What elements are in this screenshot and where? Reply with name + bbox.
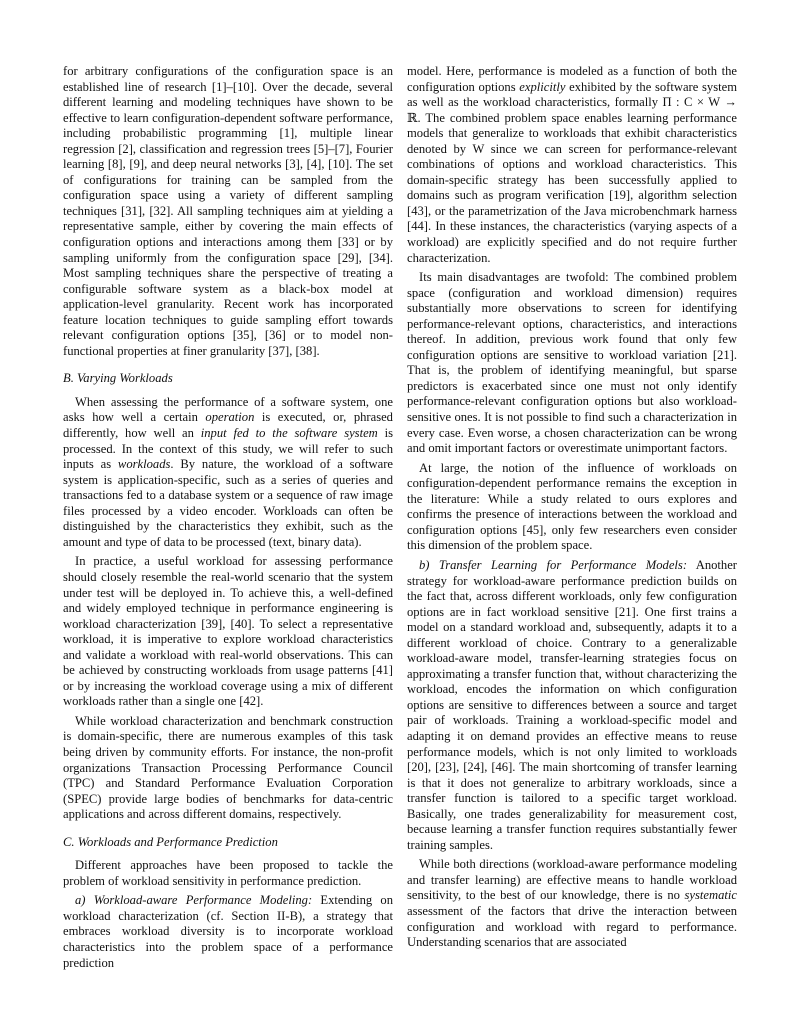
paragraph-disadvantages: Its main disadvantages are twofold: The combined problem space (configuration and workload dimension) requires substantially more observations to screen for identifying performance-relevant options, characteristics, and interactions thereof. In addition, previous work found that only few configuration options are sensitive to workload variation [21]. That is, the problem of identifying meaningful, but sparse predictors is exacerbated since one must not only identify performance-relevant configuration options but also workload-sensitive ones. It is not possible to find such a characterization in every case. Even worse, a chosen characterization can be wrong and omit important factors or overestimate unimportant factors. bbox=[407, 270, 737, 456]
paragraph-related-work-sampling: for arbitrary configurations of the configuration space is an established line of research [1]–[10]. Over the decade, several different learning and modeling techniques have shown to be effective to learn configuration-dependent software performance, including probabilistic programming [1], multiple linear regression [2], classification and regression trees [5]–[7], Fourier learning [8], [9], and deep neural networks [3], [4], [10]. The set of configurations for training can be sampled from the configuration space using a variety of different sampling techniques [31], [32]. All sampling techniques aim at yielding a representative sample, either by covering the main effects of configuration options and interactions among them [33] or by sampling uniformly from the configuration space [29], [34]. Most sampling techniques share the perspective of treating a configurable software system as a black-box model at application-level granularity. Recent work has incorporated feature location techniques to guide sampling effort towards relevant configuration options [35], [36] or to model non-functional properties at finer granularity [37], [38]. bbox=[63, 64, 393, 358]
paragraph-notion-of-influence: At large, the notion of the influence of workloads on configuration-dependent performance remains the exception in the literature: While a study related to ours explores and confirms the presence of interactions between the workload and configuration options [45], only few researchers even consider this dimension of the problem space. bbox=[407, 460, 737, 553]
section-heading-workloads-prediction: C. Workloads and Performance Prediction bbox=[63, 834, 278, 849]
paragraph-benchmark-construction: While workload characterization and benchmark construction is domain-specific, there are numerous examples of this task being driven by community efforts. For instance, the non-profit organizations Transaction Processing Performance Council (TPC) and Standard Performance Evaluation Corporation (SPEC) provide large bodies of benchmarks for data-centric applications and across different domains, respectively. bbox=[63, 713, 393, 822]
paragraph-approaches-intro: Different approaches have been proposed to tackle the problem of workload sensitivity in performance prediction. bbox=[63, 858, 393, 888]
paragraph-both-directions: While both directions (workload-aware performance modeling and transfer learning) are effective means to handle workload sensitivity, to the best of our knowledge, there is no systematic assessment of the factors that drive the interaction between configuration and workload with regard to performance. Understanding scenarios that are associated bbox=[407, 857, 737, 950]
paragraph-workload-definition: When assessing the performance of a software system, one asks how well a certain operation is executed, or, phrased differently, how well an input fed to the software system is processed. In the context of this study, we will refer to such inputs as workloads. By nature, the workload of a software system is application-specific, such as a series of queries and transactions fed to a database system or a sequence of raw image files processed by a video encoder. Workloads can often be distinguished by the characteristics they exhibit, such as the amount and type of data to be processed (text, binary data). bbox=[63, 394, 393, 549]
left-column bbox=[63, 64, 393, 975]
paragraph-workload-characterization: In practice, a useful workload for assessing performance should closely resemble the real-world scenario that the system under test will be deployed in. To achieve this, a well-defined and widely employed technique in performance engineering is workload characterization [39], [40]. To select a representative workload, it is imperative to explore workload characteristics and validate a workload with real-world observations. This can be achieved by constructing workloads from usage patterns [41] or by increasing the workload coverage using a mix of different workloads rather than a single one [42]. bbox=[63, 554, 393, 709]
paragraph-workload-aware-modeling: a) Workload-aware Performance Modeling: Extending on workload characterization (cf. Section II-B), a strategy that embraces workload diversity is to incorporate workload characteristics into the problem space of a performance prediction bbox=[63, 893, 393, 970]
paragraph-combined-problem-space: model. Here, performance is modeled as a function of both the configuration options explicitly exhibited by the software system as well as the workload characteristics, formally Π : C × W → ℝ. The combined problem space enables learning performance models that generalize to workloads that exhibit characteristics denoted by W since we can screen for performance-relevant combinations of options and workload characteristics. This domain-specific strategy has been successfully applied to domains such as program verification [19], algorithm selection [43], or the parametrization of the Java microbenchmark harness [44]. In these instances, the characteristics (varying aspects of a workload) are explicitly specified and do not require further characterization. bbox=[407, 64, 737, 265]
paragraph-heading-workload-aware: a) Workload-aware Performance Modeling: bbox=[75, 893, 313, 908]
paragraph-heading-transfer-learning: b) Transfer Learning for Performance Models: bbox=[419, 557, 688, 572]
section-heading-varying-workloads: B. Varying Workloads bbox=[63, 371, 173, 386]
right-column bbox=[407, 64, 737, 955]
paragraph-transfer-learning: b) Transfer Learning for Performance Models: Another strategy for workload-aware performance prediction builds on the fact that, across different workloads, only few configuration options are in fact workload sensitive [21]. One first trains a model on a standard workload and, subsequently, adapts it to a different workload of choice. Contrary to a generalizable workload-aware model, transfer-learning strategies focus on approximating a transfer function that, without characterizing the workload, encodes the information on which configuration options are sensitive to differences between a source and target pair of workloads. Training a workload-specific model and adapting it on demand provides an effective means to reuse performance models, which is not only limited to workloads [20], [23], [24], [46]. The main shortcoming of transfer learning is that it does not generalize to arbitrary workloads, since a transfer function is tailored to a specific target workload. Basically, one trades generalizability for measurement cost, because learning a transfer function requires substantially fewer training samples. bbox=[407, 557, 737, 852]
